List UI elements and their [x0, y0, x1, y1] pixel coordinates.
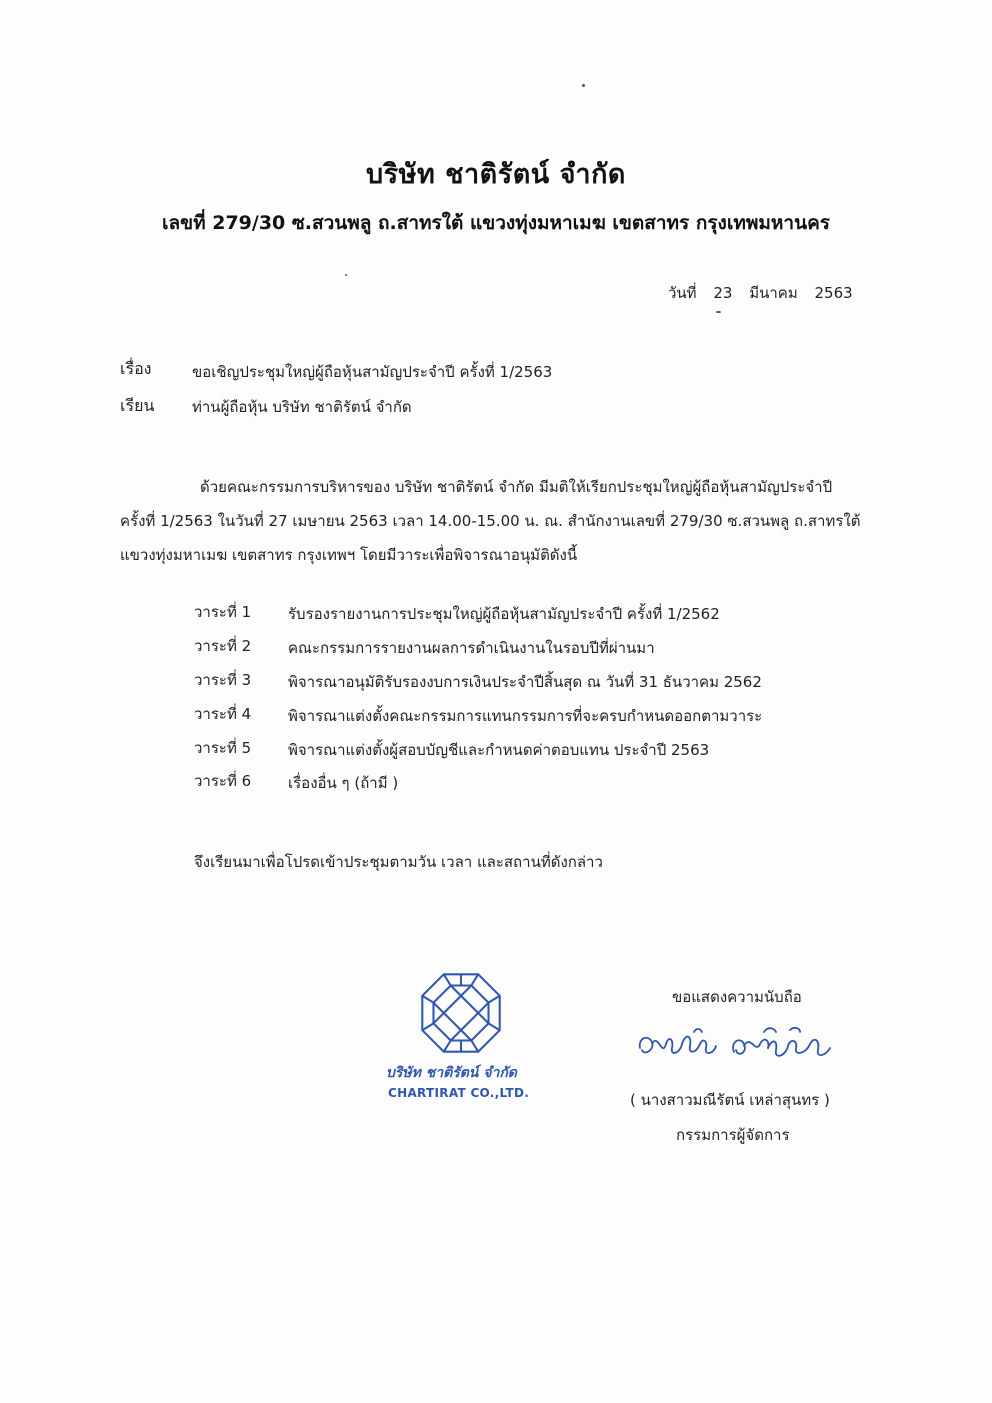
recipient-label: เรียน — [120, 396, 155, 415]
signer-title: กรรมการผู้จัดการ — [676, 1126, 790, 1144]
agenda-label-3: วาระที่ 3 — [194, 671, 252, 689]
body-line-2: ครั้งที่ 1/2563 ในวันที่ 27 เมษายน 2563 เวลา 14.00-15.00 น. ณ. สำนักงานเลขที่ 279/30 ซ.สวนพลู ถ.สาทรใต้ — [120, 512, 861, 530]
company-title: บริษัท ชาติรัตน์ จำกัด — [366, 159, 626, 190]
agenda-text-2: คณะกรรมการรายงานผลการดำเนินงานในรอบปีที่ผ่านมา — [288, 639, 655, 657]
scan-speck — [345, 274, 347, 276]
subject-label: เรื่อง — [120, 359, 152, 378]
date-day: 23 — [713, 284, 733, 302]
agenda-label-4: วาระที่ 4 — [194, 705, 252, 723]
body-line-1: ด้วยคณะกรรมการบริหารของ บริษัท ชาติรัตน์ จำกัด มีมติให้เรียกประชุมใหญ่ผู้ถือหุ้นสามัญประจำปี — [200, 478, 833, 496]
date-month: มีนาคม — [749, 284, 798, 302]
seal-name-thai: บริษัท ชาติรัตน์ จำกัด — [386, 1065, 517, 1081]
agenda-label-1: วาระที่ 1 — [194, 603, 252, 621]
seal-name-english: CHARTIRAT CO.,LTD. — [388, 1086, 530, 1100]
subject-text: ขอเชิญประชุมใหญ่ผู้ถือหุ้นสามัญประจำปี ครั้งที่ 1/2563 — [192, 363, 553, 381]
recipient-text: ท่านผู้ถือหุ้น บริษัท ชาติรัตน์ จำกัด — [192, 398, 412, 416]
agenda-label-5: วาระที่ 5 — [194, 739, 252, 757]
scan-speck — [716, 311, 721, 313]
date-label: วันที่ — [668, 284, 697, 302]
scan-speck — [582, 84, 585, 87]
regards-text: ขอแสดงความนับถือ — [672, 988, 802, 1006]
agenda-text-6: เรื่องอื่น ๆ (ถ้ามี ) — [288, 774, 399, 792]
agenda-text-4: พิจารณาแต่งตั้งคณะกรรมการแทนกรรมการที่จะครบกำหนดออกตามวาระ — [288, 707, 763, 725]
agenda-text-3: พิจารณาอนุมัติรับรองงบการเงินประจำปีสิ้นสุด ณ วันที่ 31 ธันวาคม 2562 — [288, 673, 762, 691]
agenda-label-2: วาระที่ 2 — [194, 637, 252, 655]
diamond-seal-icon — [418, 970, 504, 1056]
closing-text: จึงเรียนมาเพื่อโปรดเข้าประชุมตามวัน เวลา และสถานที่ดังกล่าว — [194, 853, 603, 871]
agenda-label-6: วาระที่ 6 — [194, 772, 252, 790]
date-year: 2563 — [814, 284, 853, 302]
handwritten-signature — [630, 1018, 840, 1074]
signer-name: ( นางสาวมณีรัตน์ เหล่าสุนทร ) — [630, 1091, 830, 1109]
agenda-text-1: รับรองรายงานการประชุมใหญ่ผู้ถือหุ้นสามัญประจำปี ครั้งที่ 1/2562 — [288, 605, 720, 623]
company-address: เลขที่ 279/30 ซ.สวนพลู ถ.สาทรใต้ แขวงทุ่งมหาเมฆ เขตสาทร กรุงเทพมหานคร — [161, 212, 831, 234]
agenda-text-5: พิจารณาแต่งตั้งผู้สอบบัญชีและกำหนดค่าตอบแทน ประจำปี 2563 — [288, 741, 710, 759]
body-line-3: แขวงทุ่งมหาเมฆ เขตสาทร กรุงเทพฯ โดยมีวาระเพื่อพิจารณาอนุมัติดังนี้ — [120, 546, 578, 564]
letter-date — [668, 281, 865, 305]
